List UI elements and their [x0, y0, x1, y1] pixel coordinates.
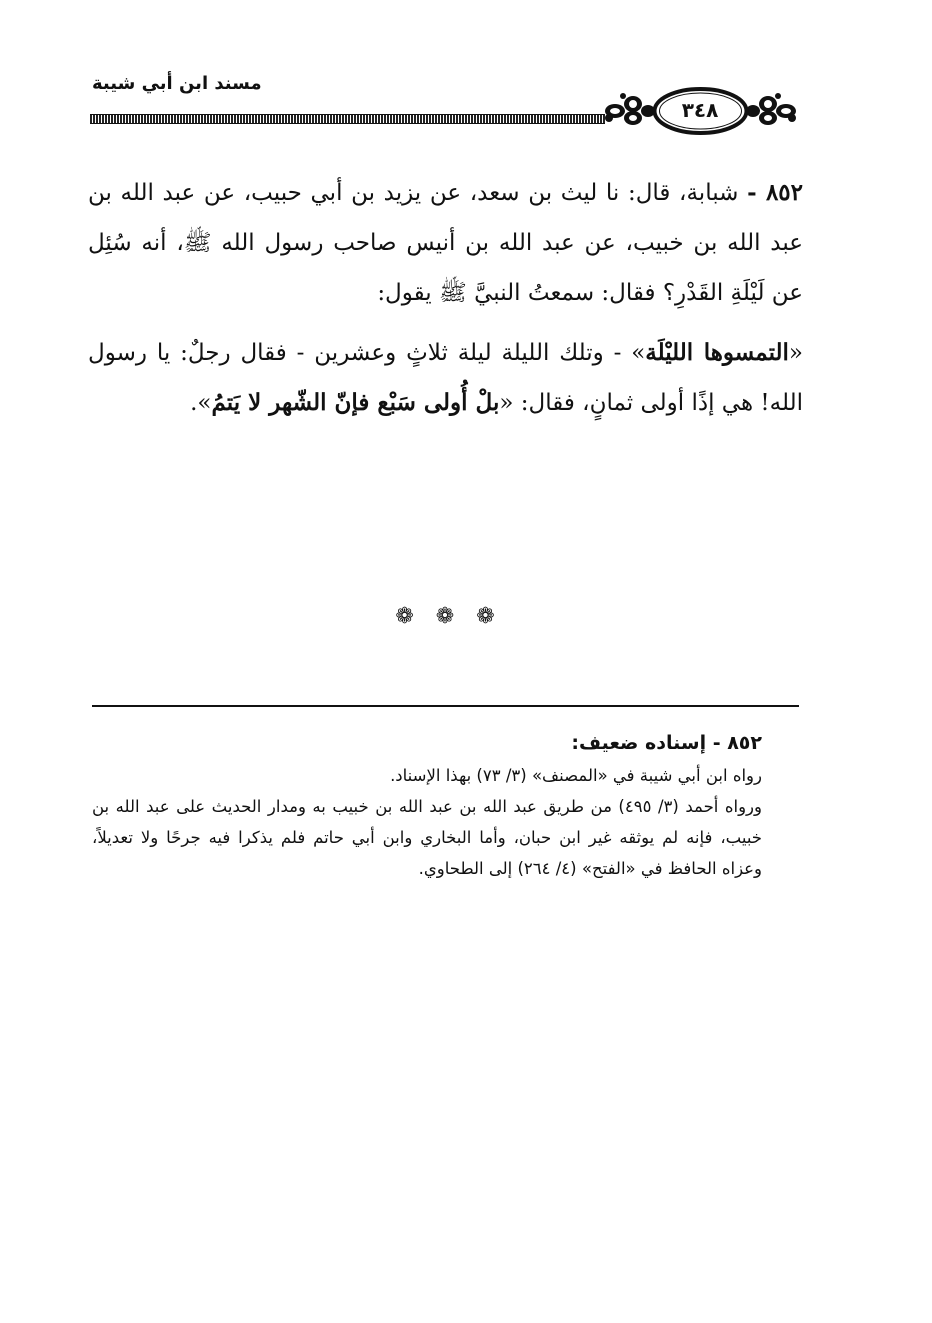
open-quote: «: [788, 340, 803, 366]
prophetic-words-1: التمسوها الليْلَة: [645, 339, 789, 366]
header-rule: [90, 114, 605, 124]
footnote-divider: [92, 705, 799, 707]
flower-ornament-icon: ❁: [435, 603, 455, 629]
footnote-line: ورواه أحمد (٣/ ٤٩٥) من طريق عبد الله بن عبد الله بن خبيب به ومدار الحديث على عبد الله بن خبيب، فإنه لم يوثقه غير ابن حبان، وأما البخاري وابن أبي حاتم فلم يذكرا فيه جرحًا ولا تعديلاً، وعزاه الحافظ في «الفتح» (٤/ ٢٦٤) إلى الطحاوي.: [92, 797, 762, 878]
section-separator: [370, 598, 520, 634]
running-header-title: مسند ابن أبي شيبة: [92, 73, 262, 94]
close-quote: ».: [190, 390, 212, 416]
flower-ornament-icon: ❁: [395, 603, 414, 629]
main-text: [88, 168, 803, 428]
footnote-line: رواه ابن أبي شيبة في «المصنف» (٣/ ٧٣) بهذا الإسناد.: [390, 766, 762, 785]
footnote-heading: ٨٥٢ - إسناده ضعيف:: [571, 732, 762, 754]
footnotes: [92, 726, 762, 884]
page-number: ٣٤٨: [681, 98, 719, 122]
hadith-matn: [88, 328, 803, 428]
prophetic-words-2: بلْ أُولى سَبْع فإنّ الشّهر لا يَتمُ: [211, 389, 500, 416]
narration-text: » - وتلك الليلة ليلة ثلاثٍ وعشرين - فقال رجلٌ: يا رسول الله! هي إذًا أولى ثمانٍ، فقال: «: [88, 340, 803, 416]
hadith-isnad: [88, 168, 803, 318]
flower-ornament-icon: ❁: [476, 603, 495, 629]
hadith-number: ٨٥٢ -: [747, 179, 804, 206]
isnad-text: شبابة، قال: نا ليث بن سعد، عن يزيد بن أبي حبيب، عن عبد الله بن عبد الله بن خبيب، عن عبد الله بن أنيس صاحب رسول الله ﷺ، أنه سُئِل عن لَيْلَةِ القَدْرِ؟ فقال: سمعتُ النبيَّ ﷺ يقول:: [88, 180, 803, 306]
